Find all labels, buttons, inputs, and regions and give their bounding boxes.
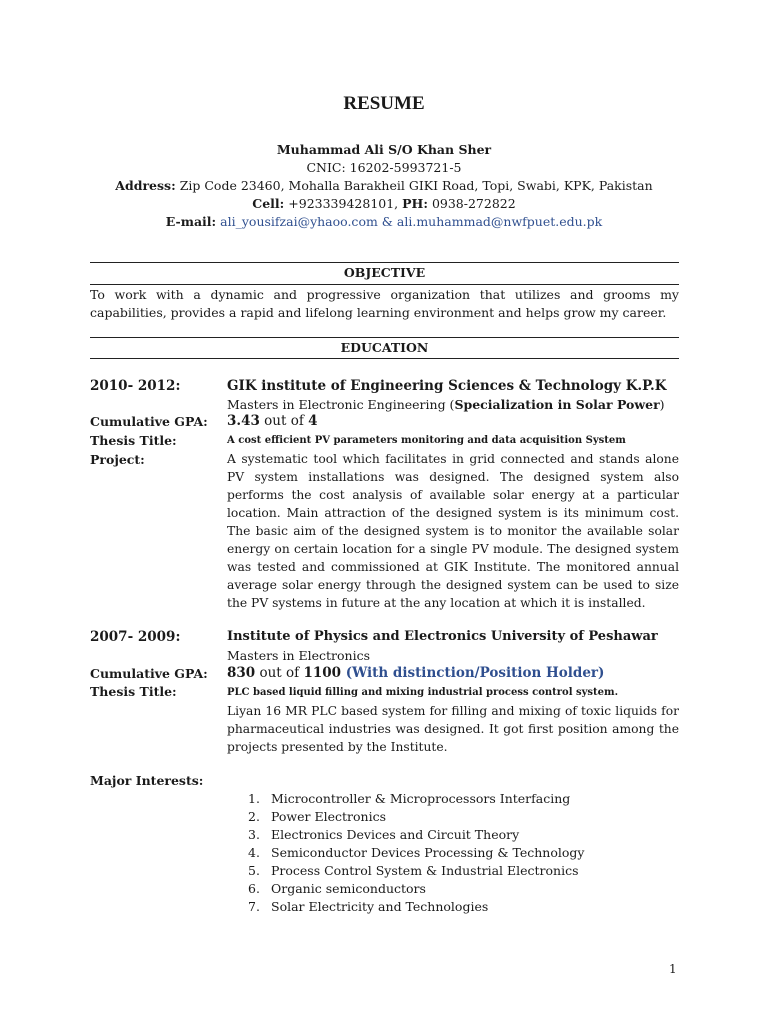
divider — [90, 337, 679, 338]
address-label: Address: — [115, 178, 176, 193]
list-number: 6. — [248, 881, 260, 896]
education-period: 2007- 2009: — [90, 629, 181, 645]
list-item — [248, 844, 584, 862]
gpa-max: 4 — [308, 413, 318, 429]
degree-text: Masters in Electronic Engineering ( — [227, 397, 455, 412]
gpa-max: 1100 — [303, 665, 342, 681]
divider — [90, 358, 679, 359]
list-number: 1. — [248, 791, 260, 806]
interests-list — [248, 790, 584, 916]
candidate-name: Muhammad Ali S/O Khan Sher — [276, 142, 492, 157]
divider — [90, 284, 679, 285]
address-value: Zip Code 23460, Mohalla Barakheil GIKI Road, Topi, Swabi, KPK, Pakistan — [175, 178, 653, 193]
list-text: Organic semiconductors — [271, 881, 426, 896]
thesis-label: Thesis Title: — [90, 684, 177, 699]
email-label: E-mail: — [165, 214, 217, 229]
institute-name: GIK institute of Engineering Sciences & Technology K.P.K — [227, 378, 667, 394]
list-text: Solar Electricity and Technologies — [271, 899, 489, 914]
objective-text: To work with a dynamic and progressive organization that utilizes and grooms my capabilities, provides a rapid and lifelong learning environment and helps grow my career. — [90, 287, 679, 320]
cell-value: +923339428101, — [284, 196, 403, 211]
list-number: 2. — [248, 809, 260, 824]
list-item — [248, 790, 584, 808]
list-number: 3. — [248, 827, 260, 842]
address-line — [0, 177, 768, 195]
education-heading: EDUCATION — [340, 340, 429, 355]
ph-label: PH: — [402, 196, 428, 211]
page-title: RESUME — [343, 93, 425, 114]
list-number: 7. — [248, 899, 260, 914]
thesis-label: Thesis Title: — [90, 433, 177, 448]
gpa-label: Cumulative GPA: — [90, 414, 208, 429]
degree-line: Masters in Electronics — [227, 648, 370, 663]
phone-line — [0, 195, 768, 213]
list-text: Electronics Devices and Circuit Theory — [271, 827, 520, 842]
gpa-value — [227, 413, 679, 429]
list-item — [248, 880, 584, 898]
gpa-value — [227, 665, 679, 681]
cnic-line: CNIC: 16202-5993721-5 — [306, 160, 462, 175]
gpa-label: Cumulative GPA: — [90, 666, 208, 681]
project-description: A systematic tool which facilitates in grid connected and stands alone PV system installations was designed. The designed system also performs the cost analysis of available solar energy at a particular location. Main attraction of the designed system is its minimum cost. The basic aim of the designed system is to monitor the available solar energy on certain location for a single PV module. The designed system was tested and commissioned at GIK Institute. The monitored annual average solar energy through the designed system can be used to size the PV systems in future at the any location at which it is installed. — [227, 452, 679, 610]
list-text: Semiconductor Devices Processing & Technology — [271, 845, 585, 860]
gpa-score: 830 — [227, 665, 256, 681]
thesis-title: A cost efficient PV parameters monitoring and data acquisition System — [227, 435, 626, 446]
email-separator: & — [377, 214, 397, 229]
degree-specialization: Specialization in Solar Power — [454, 397, 660, 412]
interests-label: Major Interests: — [90, 773, 204, 788]
divider — [90, 262, 679, 263]
thesis-title: PLC based liquid filling and mixing industrial process control system. — [227, 687, 619, 698]
email-link-primary[interactable]: ali_yousifzai@yhaoo.com — [220, 214, 378, 229]
cell-label: Cell: — [252, 196, 285, 211]
institute-name: Institute of Physics and Electronics University of Peshawar — [227, 629, 658, 644]
distinction-note: (With distinction/Position Holder) — [341, 665, 605, 681]
page-number: 1 — [669, 962, 677, 976]
objective-heading: OBJECTIVE — [343, 265, 426, 280]
gpa-score: 3.43 — [227, 413, 260, 429]
list-number: 4. — [248, 845, 260, 860]
education-period: 2010- 2012: — [90, 378, 181, 394]
list-item — [248, 808, 584, 826]
ph-value: 0938-272822 — [427, 196, 516, 211]
list-text: Process Control System & Industrial Electronics — [271, 863, 579, 878]
degree-close: ) — [659, 397, 665, 412]
list-text: Microcontroller & Microprocessors Interfacing — [271, 791, 571, 806]
list-item — [248, 826, 584, 844]
gpa-out-of: out of — [259, 413, 309, 429]
list-text: Power Electronics — [271, 809, 386, 824]
email-link-secondary[interactable]: ali.muhammad@nwfpuet.edu.pk — [396, 214, 603, 229]
gpa-out-of: out of — [255, 665, 304, 681]
email-line — [0, 213, 768, 231]
list-item — [248, 898, 584, 916]
project-label: Project: — [90, 452, 145, 467]
list-item — [248, 862, 584, 880]
degree-line — [227, 397, 679, 412]
thesis-description: Liyan 16 MR PLC based system for filling and mixing of toxic liquids for pharmaceutical industries was designed. It got first position among the projects presented by the Institute. — [227, 704, 679, 754]
list-number: 5. — [248, 863, 260, 878]
